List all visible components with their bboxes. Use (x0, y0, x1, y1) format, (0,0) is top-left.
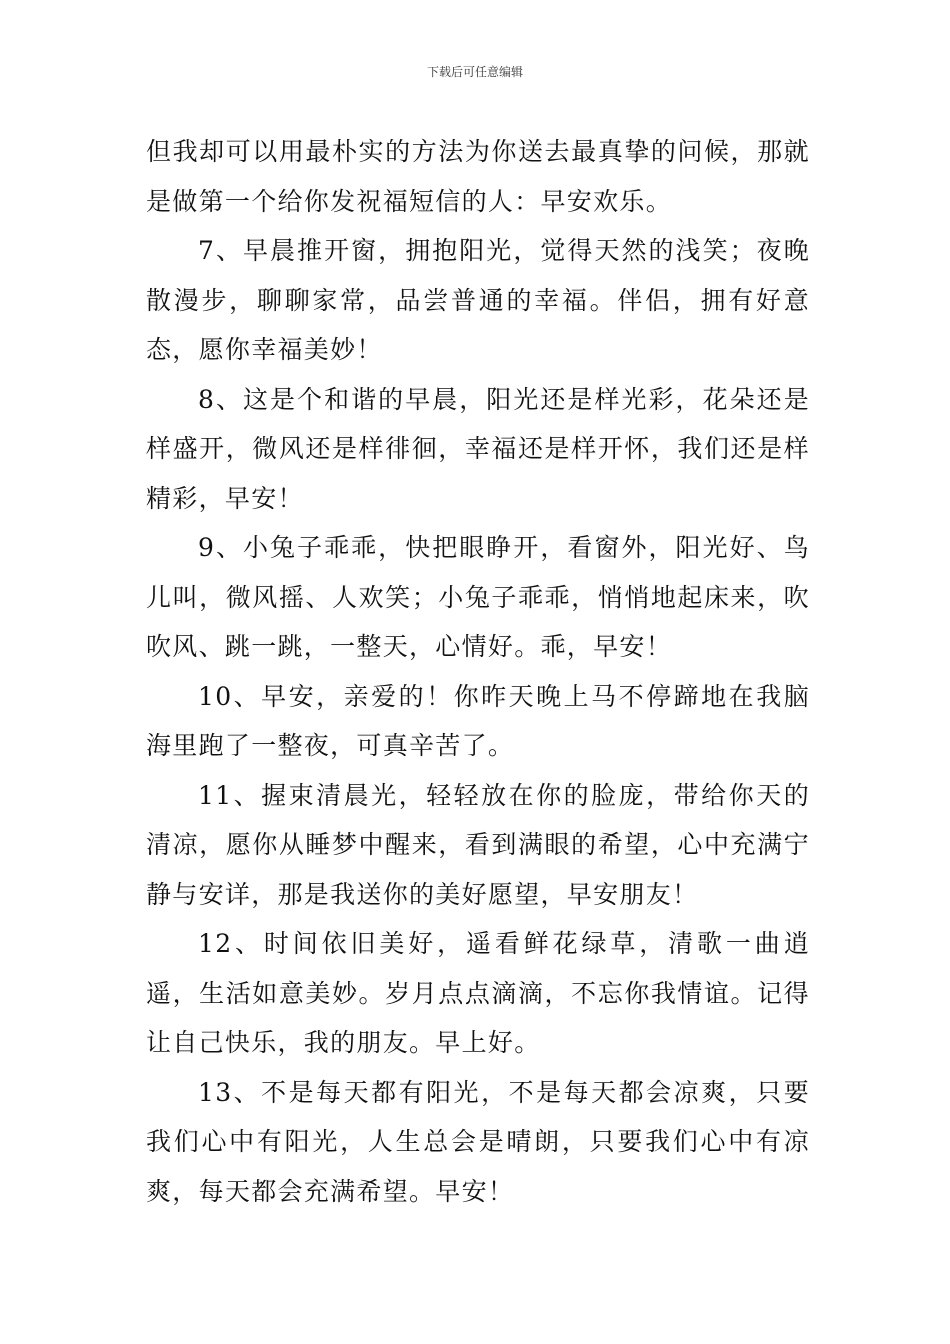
paragraph: 10、早安，亲爱的！你昨天晚上马不停蹄地在我脑海里跑了一整夜，可真辛苦了。 (146, 681, 810, 760)
paragraph: 9、小兔子乖乖，快把眼睁开，看窗外，阳光好、鸟儿叫，微风摇、人欢笑；小兔子乖乖，悄悄地起床来，吹吹风、跳一跳，一整天，心情好。乖，早安！ (146, 533, 810, 661)
paragraph: 11、握束清晨光，轻轻放在你的脸庞，带给你天的清凉，愿你从睡梦中醒来，看到满眼的希望，心中充满宁静与安详，那是我送你的美好愿望，早安朋友！ (146, 780, 810, 909)
paragraph: 13、不是每天都有阳光，不是每天都会凉爽，只要我们心中有阳光，人生总会是晴朗，只要我们心中有凉爽，每天都会充满希望。早安！ (146, 1077, 810, 1206)
paragraph: 7、早晨推开窗，拥抱阳光，觉得天然的浅笑；夜晚散漫步，聊聊家常，品尝普通的幸福。伴侣，拥有好意态，愿你幸福美妙！ (146, 236, 810, 364)
page-header: 下载后可任意编辑 (426, 65, 523, 79)
paragraph: 12、时间依旧美好，遥看鲜花绿草，清歌一曲逍遥，生活如意美妙。岁月点点滴滴，不忘你我情谊。记得让自己快乐，我的朋友。早上好。 (146, 929, 810, 1057)
document-body (146, 127, 810, 1216)
paragraph: 8、这是个和谐的早晨，阳光还是样光彩，花朵还是样盛开，微风还是样徘徊，幸福还是样开怀，我们还是样精彩，早安！ (146, 384, 810, 513)
paragraph: 但我却可以用最朴实的方法为你送去最真挚的问候，那就是做第一个给你发祝福短信的人：早安欢乐。 (146, 137, 810, 216)
